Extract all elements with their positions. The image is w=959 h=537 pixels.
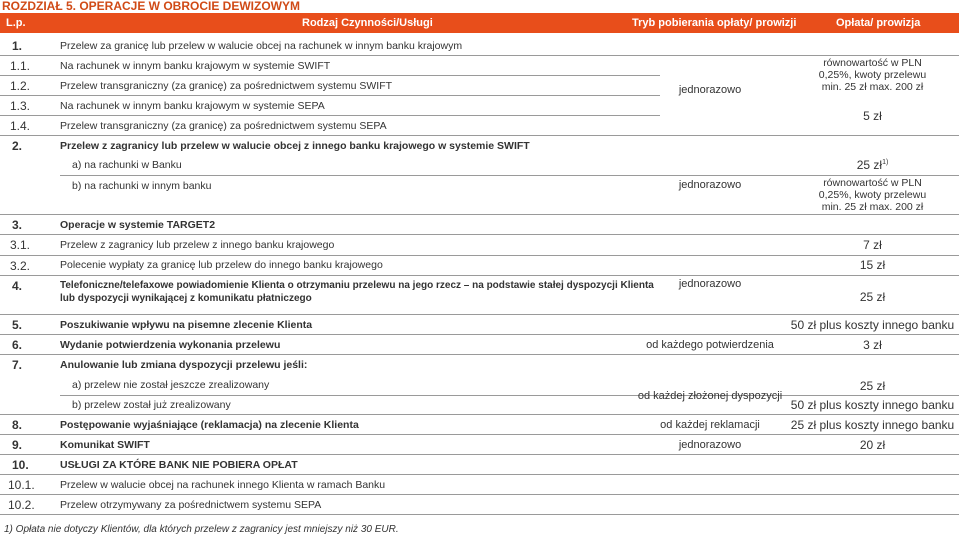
row-text: Telefoniczne/telefaxowe powiadomienie Klienta o otrzymaniu przelewu na jego rzecz – na podstawie stałej dyspozycji Klienta <box>60 280 654 291</box>
row-divider <box>60 175 959 176</box>
row-text: a) przelew nie został jeszcze zrealizowany <box>72 379 270 391</box>
fee: 3 zł <box>863 338 882 352</box>
row-number: 1.3. <box>10 99 31 113</box>
charge-mode: jednorazowo <box>678 278 742 290</box>
fee: 25 zł <box>859 379 886 393</box>
row-number: 10.1. <box>8 478 35 492</box>
row-divider <box>0 135 959 136</box>
row-text: USŁUGI ZA KTÓRE BANK NIE POBIERA OPŁAT <box>60 459 298 471</box>
footnote-marker: 1) <box>882 159 889 166</box>
fee: 25 zł plus koszty innego banku <box>790 418 955 432</box>
row-text: a) na rachunki w Banku <box>72 159 182 171</box>
row-text: Wydanie potwierdzenia wykonania przelewu <box>60 339 281 351</box>
row-text: Na rachunek w innym banku krajowym w systemie SEPA <box>60 100 325 112</box>
row-number: 3.2. <box>10 259 31 273</box>
row-divider <box>0 354 959 355</box>
fee-line: 0,25%, kwoty przelewu <box>818 189 927 201</box>
row-text: lub dyspozycji wynikającej z komunikatu płatniczego <box>60 293 312 304</box>
row-text: Przelew w walucie obcej na rachunek innego Klienta w ramach Banku <box>60 479 386 491</box>
fee-line: min. 25 zł max. 200 zł <box>821 201 924 213</box>
row-text: Przelew za granicę lub przelew w walucie obcej na rachunek w innym banku krajowym <box>60 40 463 52</box>
row-number: 1.2. <box>10 79 31 93</box>
page-title: ROZDZIAŁ 5. OPERACJE W OBROCIE DEWIZOWYM <box>2 0 301 13</box>
row-divider <box>0 234 959 235</box>
row-number: 3. <box>12 218 23 232</box>
fee: 15 zł <box>859 258 886 272</box>
row-number: 1.1. <box>10 59 31 73</box>
row-divider <box>0 95 660 96</box>
header-tryb: Tryb pobierania opłaty/ prowizji <box>632 17 797 29</box>
charge-mode: jednorazowo <box>678 84 742 96</box>
fee-line: równowartość w PLN <box>823 57 922 69</box>
row-number: 9. <box>12 438 23 452</box>
row-number: 4. <box>12 279 23 293</box>
row-divider <box>0 474 959 475</box>
row-divider <box>0 314 959 315</box>
header-lp: L.p. <box>6 17 26 29</box>
fee: 5 zł <box>863 109 882 123</box>
charge-mode: od każdej złożonej dyspozycji <box>637 390 783 402</box>
fee-line: równowartość w PLN <box>823 177 922 189</box>
charge-mode: od każdego potwierdzenia <box>646 339 774 351</box>
row-text: b) na rachunki w innym banku <box>72 180 212 192</box>
header-rodzaj: Rodzaj Czynności/Usługi <box>302 17 433 29</box>
fee: 50 zł plus koszty innego banku <box>790 398 955 412</box>
fee: 20 zł <box>859 438 886 452</box>
row-divider <box>0 514 959 515</box>
row-divider <box>0 255 959 256</box>
row-text: Przelew transgraniczny (za granicę) za pośrednictwem systemu SWIFT <box>60 80 393 92</box>
charge-mode: jednorazowo <box>678 179 742 191</box>
row-number: 7. <box>12 358 23 372</box>
row-number: 2. <box>12 139 23 153</box>
table-header <box>0 13 959 33</box>
row-number: 6. <box>12 338 23 352</box>
row-text: Na rachunek w innym banku krajowym w systemie SWIFT <box>60 60 331 72</box>
header-oplata: Opłata/ prowizja <box>836 17 921 29</box>
row-divider <box>0 414 959 415</box>
row-number: 3.1. <box>10 238 31 252</box>
row-number: 10. <box>12 458 29 472</box>
row-divider <box>0 115 660 116</box>
fee: 50 zł plus koszty innego banku <box>790 318 955 332</box>
row-text: Postępowanie wyjaśniające (reklamacja) na zlecenie Klienta <box>60 419 359 431</box>
row-number: 10.2. <box>8 498 35 512</box>
row-text: b) przelew został już zrealizowany <box>72 399 231 411</box>
row-text: Operacje w systemie TARGET2 <box>60 219 216 231</box>
row-divider <box>0 275 959 276</box>
fee: 7 zł <box>863 238 882 252</box>
row-divider <box>0 334 959 335</box>
row-divider <box>60 395 959 396</box>
row-text: Przelew transgraniczny (za granicę) za pośrednictwem systemu SEPA <box>60 120 387 132</box>
row-number: 8. <box>12 418 23 432</box>
row-text: Przelew otrzymywany za pośrednictwem systemu SEPA <box>60 499 322 511</box>
charge-mode: od każdej reklamacji <box>660 419 760 431</box>
row-text: Przelew z zagranicy lub przelew z innego banku krajowego <box>60 239 335 251</box>
row-divider <box>0 494 959 495</box>
row-text: Poszukiwanie wpływu na pisemne zlecenie Klienta <box>60 319 313 331</box>
row-divider <box>0 75 660 76</box>
row-divider <box>0 214 959 215</box>
row-number: 1.4. <box>10 119 31 133</box>
row-divider <box>0 55 959 56</box>
row-number: 1. <box>12 39 23 53</box>
fee-line: min. 25 zł max. 200 zł <box>821 81 924 93</box>
row-divider <box>0 434 959 435</box>
fee-value: 25 zł <box>856 158 883 172</box>
row-divider <box>0 454 959 455</box>
row-text: Przelew z zagranicy lub przelew w walucie obcej z innego banku krajowego w systemie SWIFT <box>60 140 530 152</box>
row-number: 5. <box>12 318 23 332</box>
footnote: 1) Opłata nie dotyczy Klientów, dla których przelew z zagranicy jest mniejszy niż 30 EUR. <box>4 524 399 535</box>
charge-mode: jednorazowo <box>678 439 742 451</box>
fee-line: 0,25%, kwoty przelewu <box>818 69 927 81</box>
fee: 25 zł <box>859 290 886 304</box>
row-text: Anulowanie lub zmiana dyspozycji przelewu jeśli: <box>60 359 308 371</box>
fee <box>790 158 955 172</box>
row-text: Polecenie wypłaty za granicę lub przelew do innego banku krajowego <box>60 259 383 271</box>
row-text: Komunikat SWIFT <box>60 439 150 451</box>
